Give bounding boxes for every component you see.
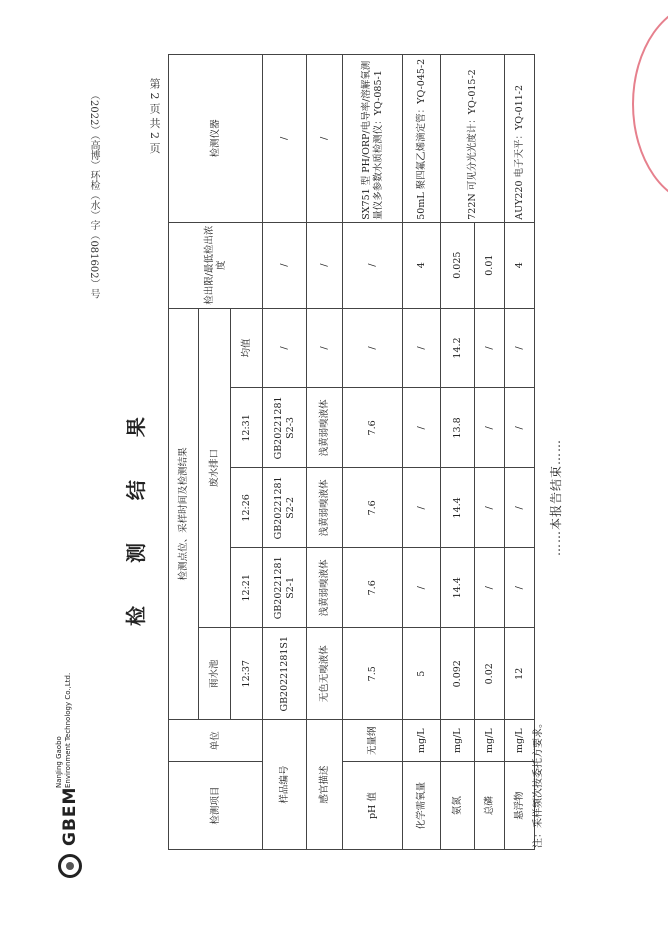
instrument-cell: SX751 型 PH/ORP/电导率/溶解氧测量仪多参数水质检测仪：YQ-085-1 [343,55,403,223]
unit-label: mg/L [441,720,475,762]
header-instrument: 检测仪器 [169,55,263,223]
point-wastewater-outlet: 废水排口 [199,308,231,628]
value-cell: / [403,468,441,548]
logo-text: GBEM [60,786,80,846]
page-number: 第 2 页 共 2 页 [148,78,161,154]
seal-stamp-icon [632,2,668,206]
time-cell: 12:31 [231,388,263,468]
unit-label: mg/L [505,720,535,762]
instrument-cell: 50mL 聚四氟乙烯滴定管：YQ-045-2 [403,55,441,223]
instrument-cell: AUY220 电子天平：YQ-011-2 [505,55,535,223]
limit-cell: 0.01 [475,222,505,308]
value-cell: 14.2 [441,308,475,388]
sample-id: GB20221281S1 [263,628,307,720]
time-cell: 12:26 [231,468,263,548]
header-limit: 检出限/最低检出浓度 [169,222,263,308]
value-cell: / [475,388,505,468]
time-cell: 12:21 [231,548,263,628]
unit-label: mg/L [475,720,505,762]
value-cell: / [475,308,505,388]
company-seal-icon [58,854,82,878]
value-cell: 14.4 [441,468,475,548]
limit-cell: 4 [403,222,441,308]
limit-cell: 0.025 [441,222,475,308]
value-cell: / [403,308,441,388]
end-of-report: ……本报告结束…… [549,438,563,556]
time-cell: 12:37 [231,628,263,720]
sample-id: GB20221281 S2-3 [263,388,307,468]
header-item: 检测项目 [169,762,263,850]
item-label: 总磷 [475,762,505,850]
value-cell: 7.6 [343,548,403,628]
sense-desc: 浅黄弱嗅液体 [307,388,343,468]
unit-label: 无量纲 [343,720,403,762]
value-cell: / [403,388,441,468]
value-cell: / [505,548,535,628]
item-label: 悬浮物 [505,762,535,850]
instrument-cell: 722N 可见分光光度计：YQ-015-2 [441,55,505,223]
unit-label: mg/L [403,720,441,762]
header-average: 均值 [231,308,263,388]
value-cell: / [505,388,535,468]
row-label: 感官描述 [307,720,343,850]
sample-id: GB20221281 S2-1 [263,548,307,628]
limit-cell: 4 [505,222,535,308]
sense-desc: 浅黄弱嗅液体 [307,548,343,628]
item-label: pH 值 [343,762,403,850]
value-cell: 7.6 [343,468,403,548]
item-label: 化学需氧量 [403,762,441,850]
report-code: （2022）（高博）环检（水）字（081602）号 [88,90,99,299]
results-table: 检测项目 单位 检测点位、采样时间及检测结果 检出限/最低检出浓度 检测仪器 雨水池 废水排口 12:37 12:21 12:26 12:31 均值 样品编号 GB20221281S1 GB20221281 S2-1 GB20221281 S2-2 GB20221281 S2-3 / / / 感官描述 无色无嗅液体 浅黄弱嗅液体 浅黄弱嗅液体 浅黄弱嗅液体 / / / pH 值 无量纲 7.5 7.6 7.6 7.6 / / SX751 型 PH/ORP/电导率/溶解氧测量仪多参数水质检测仪：YQ-085-1 化学需氧量 mg/L 5 / / / / 4 50mL 聚四氟乙烯滴定管：YQ-045-2 氨氮 mg/L 0.092 14.4 14.4 13.8 14.2 0.025 722N 可见分光光度计：YQ-015-2 总磷 mg/L 0.02 / / / / 0.01 悬浮物 mg/L 12 / / / / 4 AUY220 电子天平：YQ-011-2 [168,54,535,850]
company-name: NanJing Gaobo Environment Technology Co.,Ltd. [55,672,72,788]
header-unit: 单位 [169,720,263,762]
value-cell: / [475,548,505,628]
value-cell: 12 [505,628,535,720]
limit-cell: / [343,222,403,308]
footnote: 注：采样频次按委托方要求。 [533,718,544,848]
value-cell: / [343,308,403,388]
value-cell: / [403,548,441,628]
value-cell: 0.092 [441,628,475,720]
item-label: 氨氮 [441,762,475,850]
sample-id: GB20221281 S2-2 [263,468,307,548]
value-cell: 14.4 [441,548,475,628]
sense-desc: 浅黄弱嗅液体 [307,468,343,548]
value-cell: 7.6 [343,388,403,468]
value-cell: 7.5 [343,628,403,720]
header-points: 检测点位、采样时间及检测结果 [169,308,199,720]
value-cell: 0.02 [475,628,505,720]
row-label: 样品编号 [263,720,307,850]
sense-desc: 无色无嗅液体 [307,628,343,720]
value-cell: / [505,308,535,388]
value-cell: / [505,468,535,548]
value-cell: 5 [403,628,441,720]
point-rain-pool: 雨水池 [199,628,231,720]
value-cell: / [475,468,505,548]
value-cell: 13.8 [441,388,475,468]
page-title: 检 测 结 果 [124,399,148,626]
